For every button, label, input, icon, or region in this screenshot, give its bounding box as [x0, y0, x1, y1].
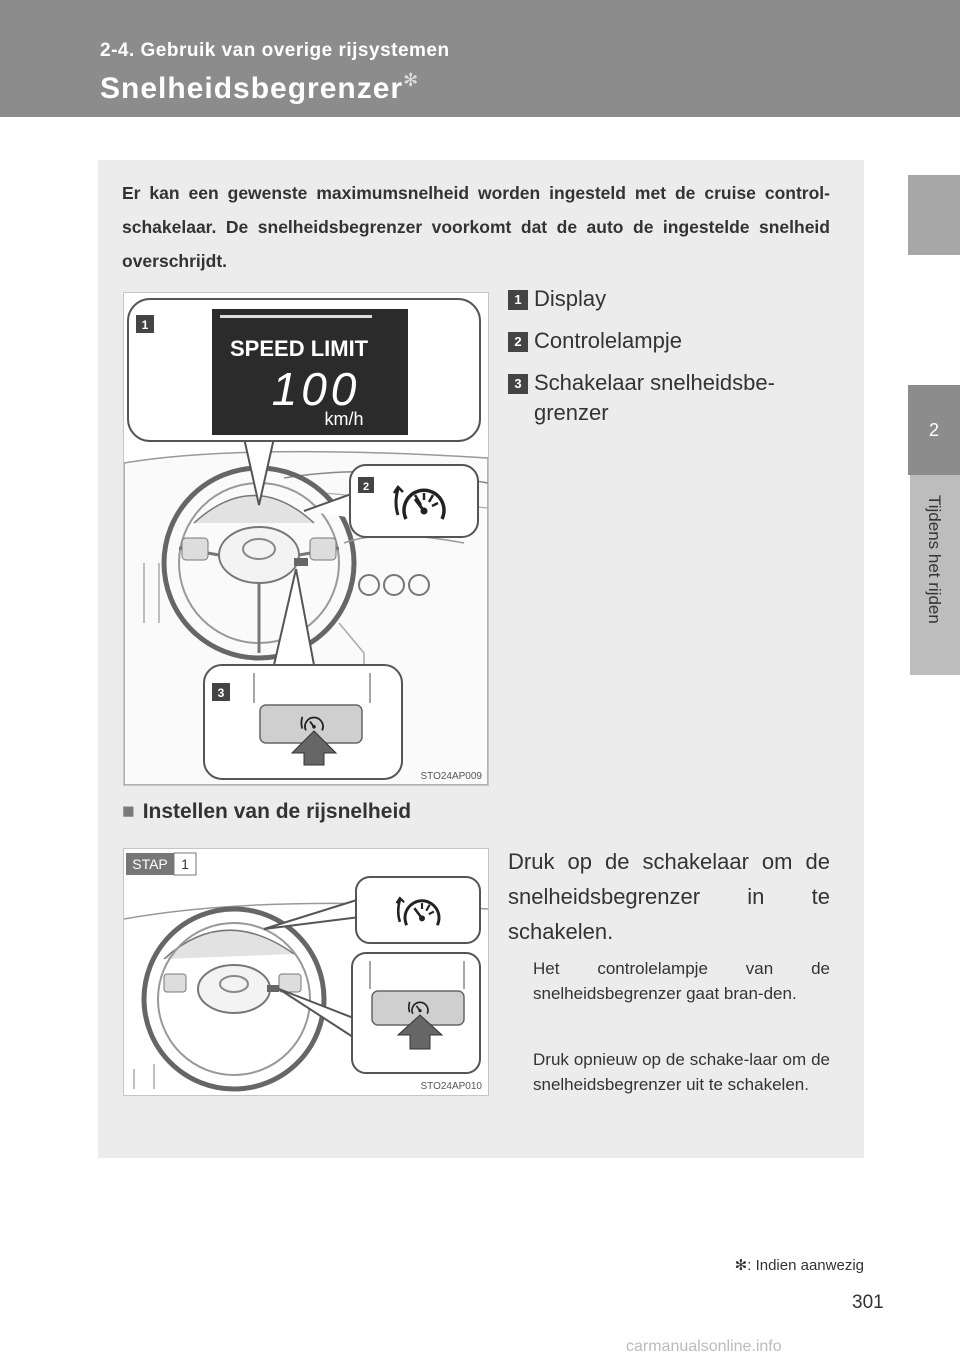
page-header [0, 0, 960, 117]
display-speed-limit-text: SPEED LIMIT [230, 336, 369, 361]
subheading-text: Instellen van de rijsnelheid [142, 800, 412, 823]
chapter-tab-text: Tijdens het rijden [925, 495, 944, 624]
subheading [122, 800, 411, 824]
callout-1-number: 1 [141, 318, 149, 332]
note-switch-off: Druk opnieuw op de schake-laar om de snelheidsbegrenzer uit te schakelen. [533, 1050, 830, 1094]
step-instruction-line2: schakelen. [508, 919, 614, 944]
legend-item [508, 326, 819, 356]
callout-2-number: 2 [362, 481, 370, 493]
step-instruction-line1: Druk op de schakelaar om de snelheidsbegrenzer in te [508, 849, 830, 909]
page-number: 301 [852, 1292, 884, 1313]
chapter-tab-label[interactable] [910, 475, 960, 675]
figure-1-code: STO24AP009 [420, 771, 482, 782]
dashboard-illustration [124, 293, 488, 785]
section-heading: 2-4. Gebruik van overige rijsystemen [100, 40, 450, 61]
legend-number: 3 [508, 374, 528, 394]
footnote [735, 1256, 864, 1274]
chapter-tab-number[interactable]: 2 [908, 385, 960, 475]
intro-text: Er kan een gewenste maximumsnelheid worden ingesteld met de cruise control-schakelaar. De snelheidsbegrenzer voorkomt dat de auto de ingestelde snelheid overschrijdt. [122, 183, 830, 271]
legend-number: 2 [508, 332, 528, 352]
figure-legend [508, 284, 819, 440]
legend-number: 1 [508, 290, 528, 310]
title-text: Snelheidsbegrenzer [100, 72, 404, 105]
asterisk-icon: ✻ [403, 70, 420, 90]
display-speed-value: 100 [271, 363, 361, 415]
step-label: STAP [132, 856, 168, 872]
page-title [100, 72, 419, 106]
figure-2-code: STO24AP010 [420, 1081, 482, 1092]
legend-label: Controlelampje [534, 328, 682, 353]
asterisk-icon: ✻ [734, 1257, 748, 1274]
step-instruction [508, 844, 830, 949]
legend-item [508, 284, 819, 314]
square-bullet-icon: ■ [122, 800, 135, 823]
footnote-text: : Indien aanwezig [747, 1257, 864, 1274]
legend-label: Schakelaar snelheidsbe-grenzer [534, 370, 775, 425]
side-tab-top [908, 175, 960, 255]
legend-label: Display [534, 286, 607, 311]
step-number: 1 [181, 856, 189, 872]
figure-step-1 [123, 848, 489, 1096]
callout-3-number: 3 [217, 686, 225, 700]
legend-item [508, 368, 819, 428]
display-unit: km/h [324, 409, 364, 429]
step-illustration [124, 849, 488, 1095]
figure-controls [123, 292, 489, 786]
note-indicator: Het controlelampje van de snelheidsbegrenzer gaat bran-den. [533, 959, 830, 1003]
watermark[interactable]: carmanualsonline.info [626, 1338, 782, 1355]
